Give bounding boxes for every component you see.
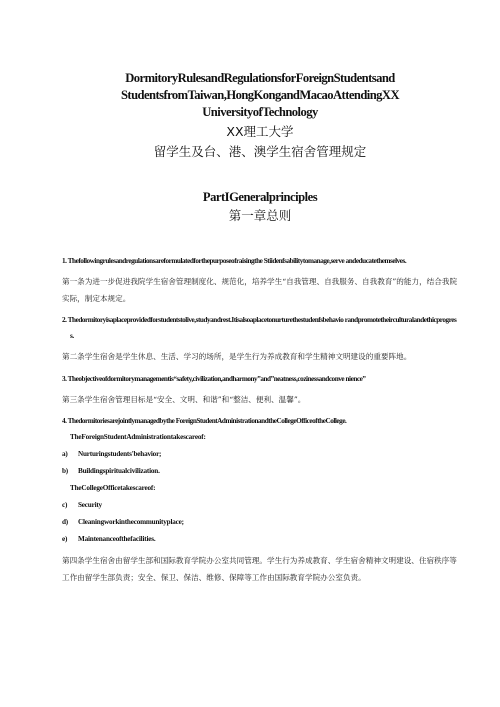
article-4-sub-heading-1: TheForeignStudentAdministrationtakescareof: (70, 433, 206, 441)
title-block (62, 0, 458, 225)
article-2-en: 2. Thedormitoryisaplaceprovidedforstudentstolive,studyandrest.Itisalsoaplacetonurturethestudenfsbehavio randpromotetheirculturalandethicprogress. (62, 316, 457, 340)
list-item (62, 446, 458, 463)
part-heading-cn: 第一章总则 (228, 208, 292, 223)
article-1-en: 1. Thefollowingrulesandregulationsareformulatedforthepurposeofraisingthe Stiidenfsabilitytomanage,serve andeducatethemselves. (62, 257, 407, 265)
list-item-text: Maintenanceofthefacilities. (78, 535, 156, 543)
list-item-text: Cleaningworkinthecommunityplace; (78, 518, 184, 526)
list-item (62, 497, 458, 514)
document-body (62, 253, 458, 586)
title-en-line-2: StudentsfromTaiwan,HongKongandMacaoAttendingXX (120, 88, 400, 102)
list-item-label: b) (62, 467, 68, 475)
title-cn-line-2: 留学生及台、港、澳学生宿舍管理规定 (153, 144, 367, 159)
article-4-sub-heading-2: TheCollegeOfficetakescareof: (70, 484, 156, 492)
article-4-cn: 第四条学生宿舍由留学生部和国际教育学院办公室共同管理。学生行为养成教育、学生宿舍精神文明建设、住宿秩序等工作由留学生部负责；安全、保卫、保洁、维修、保障等工作由国际教育学院办公室负责。 (62, 556, 457, 582)
list-item (62, 463, 458, 480)
list-item-text: Nurturingstudents'behavior; (78, 450, 162, 458)
list-item-text: Buildingspiritualcivilization. (78, 467, 160, 475)
article-3-en: 3. Theobjectiveofdormitorymanagementis“safety,civilization,andharmony”and”neatness,cozinessandconve nience” (62, 374, 366, 383)
title-cn-line-1: XX理工大学 (226, 124, 294, 139)
part-heading-en: PartIGeneralprinciples (202, 190, 318, 204)
list-item-text: Security (78, 501, 102, 509)
list-item-label: c) (62, 501, 68, 509)
list-item-label: e) (62, 535, 68, 543)
title-en-line-1: DormitoryRulesandRegulationsforForeignStudentsand (125, 71, 395, 85)
article-1-cn: 第一条为进一步促进我院学生宿舍管理制度化、规范化，培养学生“自我管理、自我服务、自我教育”的能力，结合我院实际，制定本规定。 (62, 277, 458, 303)
article-3-cn: 第三条学生宿舍管理目标是“安全、文明、和谐”和“整洁、便利、温馨”。 (62, 394, 306, 404)
list-item (62, 514, 458, 531)
title-en-line-3: UniversityofTechnology (202, 105, 318, 119)
article-2-cn: 第二条学生宿舍是学生休息、生活、学习的场所，是学生行为养成教育和学生精神文明建设的重要阵地。 (62, 352, 412, 361)
article-4-en: 4. Thedormitoriesarejointlymanagedbythe ForeignStudentAdministrationandtheCollegeOfficeoftheCollege. (62, 417, 347, 425)
list-item (62, 531, 458, 548)
list-item-label: a) (62, 450, 68, 458)
list-item-label: d) (62, 518, 68, 526)
